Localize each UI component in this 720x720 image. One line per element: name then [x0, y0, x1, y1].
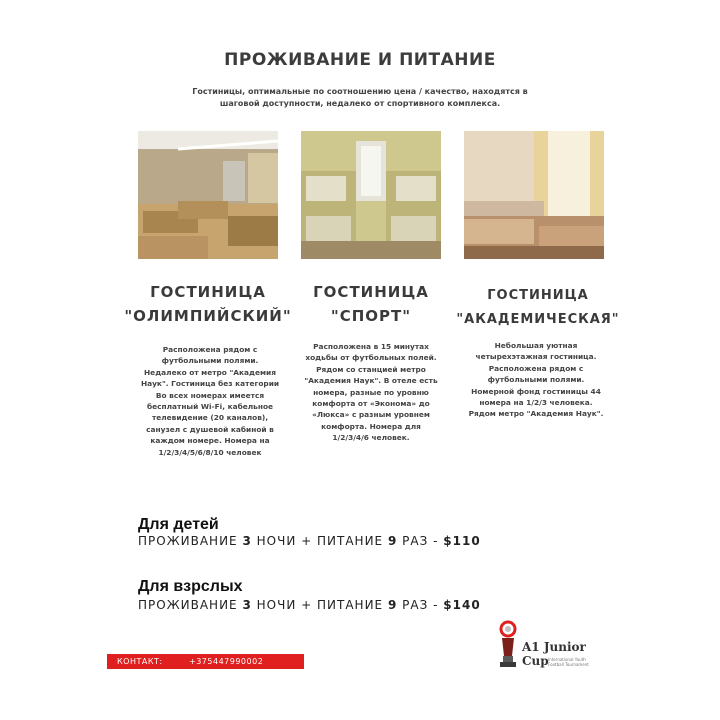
price-text: ПРОЖИВАНИЕ: [138, 598, 238, 612]
contact-bar: [107, 654, 304, 669]
kids-price-line: [138, 534, 481, 548]
price-text: НОЧИ + ПИТАНИЕ: [256, 534, 384, 548]
kids-price: $110: [443, 534, 481, 548]
adults-price-line: [138, 598, 481, 612]
contact-label: КОНТАКТ:: [117, 657, 163, 666]
hotel-name-line1: ГОСТИНИЦА: [313, 283, 429, 301]
hotel-description-sport: Расположена в 15 минутах ходьбы от футбольных полей. Рядом со станцией метро "Академия Наук". В отеле есть номера, разные по уровню комфорта от «Эконома» до «Люкса» с разным уровнем комфорта. Номера для 1/2/3/4/6 человек.: [304, 342, 438, 443]
hotel-name-line1: ГОСТИНИЦА: [150, 283, 266, 301]
nights-count: 3: [242, 598, 252, 612]
page-subtitle: Гостиницы, оптимальные по соотношению цена / качество, находятся в шаговой доступности, недалеко от спортивного комплекса.: [192, 87, 528, 108]
meals-count: 9: [387, 598, 398, 612]
page-title: ПРОЖИВАНИЕ И ПИТАНИЕ: [224, 50, 496, 70]
logo-brand-line2: Cup: [522, 654, 549, 668]
contact-phone[interactable]: +375447990002: [189, 657, 264, 666]
logo-tagline: [548, 657, 589, 667]
logo-brand-line1: A1 Junior: [522, 640, 586, 654]
kids-heading: Для детей: [138, 516, 219, 533]
hotel-name-line2: "ОЛИМПИЙСКИЙ": [124, 307, 292, 325]
logo-tagline-line1: International Youth: [548, 657, 586, 662]
price-text: РАЗ -: [402, 598, 439, 612]
hotel-name-olimpiysky: [118, 280, 298, 328]
hotel-name-line1: ГОСТИНИЦА: [487, 288, 589, 303]
hotel-name-line2: "АКАДЕМИЧЕСКАЯ": [456, 312, 620, 327]
price-text: ПРОЖИВАНИЕ: [138, 534, 238, 548]
adults-price: $140: [443, 598, 481, 612]
meals-count: 9: [387, 534, 398, 548]
hotel-description-akademicheskaya: Небольшая уютная четырехэтажная гостиница. Расположена рядом с футбольными полями. Номерной фонд гостиницы 44 номера на 1/2/3 человека. Рядом метро "Академия Наук".: [468, 341, 604, 419]
hotel-photo-olimpiysky: [138, 131, 278, 259]
a1-junior-cup-logo: [496, 620, 606, 680]
hotel-description-olimpiysky: Расположена рядом с футбольными полями. Недалеко от метро "Академия Наук". Гостиница без категории Во всех номерах имеется бесплатный Wi-Fi, кабельное телевидение (20 каналов), санузел с душевой кабиной в каждом номере. Номера на 1/2/3/4/5/6/8/10 человек: [140, 345, 280, 457]
logo-tagline-line2: Football Tournament: [548, 662, 589, 667]
price-text: РАЗ -: [402, 534, 439, 548]
hotel-photo-sport: [301, 131, 441, 259]
hotel-name-line2: "СПОРТ": [330, 307, 412, 325]
hotel-name-sport: [281, 280, 461, 328]
price-text: НОЧИ + ПИТАНИЕ: [256, 598, 384, 612]
adults-heading: Для взрслых: [138, 578, 243, 595]
hotel-name-akademicheskaya: [449, 284, 627, 332]
hotel-photo-akademicheskaya: [464, 131, 604, 259]
nights-count: 3: [242, 534, 252, 548]
